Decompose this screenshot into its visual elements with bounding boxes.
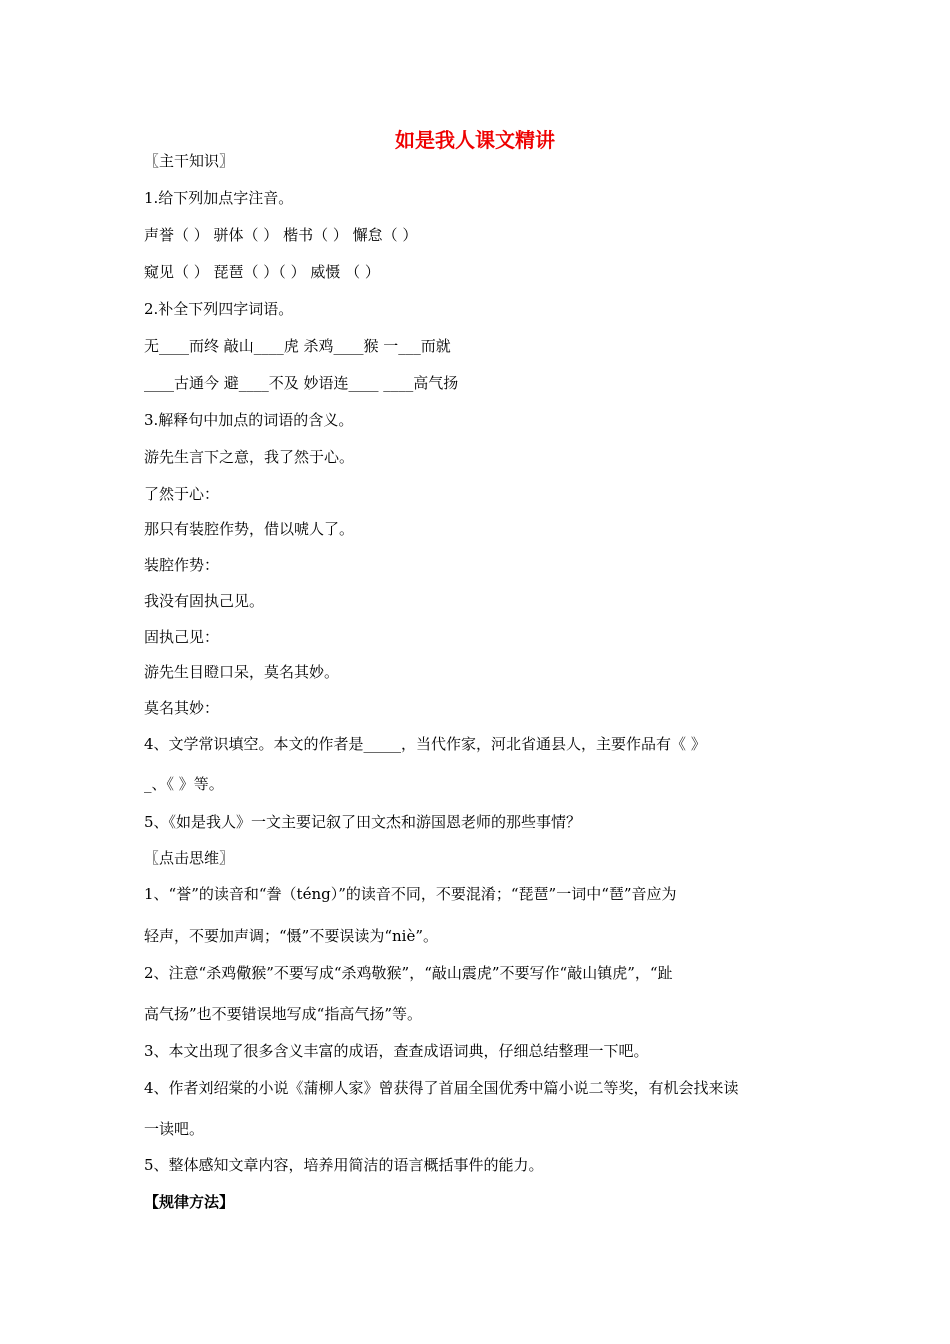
- question-3-answer-2: 装腔作势：: [144, 556, 220, 574]
- section-heading-method: 【规律方法】: [144, 1193, 235, 1211]
- tip-1-line-2: 轻声，不要加声调；“慑”不要误读为“niè”。: [144, 927, 439, 945]
- tip-4-line-1: 4、作者刘绍棠的小说《蒲柳人家》曾获得了首届全国优秀中篇小说二等奖，有机会找来读: [144, 1079, 739, 1097]
- question-3-sentence-3: 我没有固执己见。: [144, 592, 265, 610]
- question-2-row-1: 无____而终 敲山____虎 杀鸡____猴 一___而就: [144, 337, 451, 355]
- tip-4-line-2: 一读吧。: [144, 1120, 205, 1138]
- section-heading-main: 〖主干知识〗: [144, 152, 235, 170]
- tip-3: 3、本文出现了很多含义丰富的成语，查查成语词典，仔细总结整理一下吧。: [144, 1042, 649, 1060]
- question-4-line-1: 4、文学常识填空。本文的作者是_____，当代作家，河北省通县人，主要作品有《 》: [144, 735, 706, 753]
- tip-5: 5、整体感知文章内容，培养用简洁的语言概括事件的能力。: [144, 1156, 544, 1174]
- question-3-sentence-4: 游先生目瞪口呆，莫名其妙。: [144, 663, 340, 681]
- question-3-sentence-1: 游先生言下之意，我了然于心。: [144, 448, 355, 466]
- question-3: 3.解释句中加点的词语的含义。: [144, 411, 354, 429]
- page-title: 如是我人课文精讲: [395, 128, 555, 152]
- question-1: 1.给下列加点字注音。: [144, 189, 294, 207]
- question-2-row-2: ____古通今 避____不及 妙语连____ ____高气扬: [144, 374, 459, 392]
- question-1-row-2: 窥见（ ） 琵琶（ ）（ ） 威慑 （ ）: [144, 263, 380, 281]
- question-3-answer-4: 莫名其妙：: [144, 699, 220, 717]
- tip-1-line-1: 1、“誉”的读音和“誊（téng）”的读音不同，不要混淆；“琵琶”一词中“琶”音应为: [144, 885, 677, 903]
- question-3-sentence-2: 那只有装腔作势，借以唬人了。: [144, 520, 355, 538]
- question-3-answer-1: 了然于心：: [144, 485, 220, 503]
- section-heading-tips: 〖点击思维〗: [144, 849, 235, 867]
- question-3-answer-3: 固执己见：: [144, 628, 220, 646]
- question-1-row-1: 声誉（ ） 骈体（ ） 楷书（ ） 懈怠（ ）: [144, 226, 418, 244]
- question-4-line-2: _、《 》等。: [144, 775, 224, 793]
- question-5: 5、《如是我人》一文主要记叙了田文杰和游国恩老师的那些事情？: [144, 813, 582, 831]
- question-2: 2.补全下列四字词语。: [144, 300, 294, 318]
- tip-2-line-1: 2、注意“杀鸡儆猴”不要写成“杀鸡敬猴”，“敲山震虎”不要写作“敲山镇虎”，“趾: [144, 964, 673, 982]
- tip-2-line-2: 高气扬”也不要错误地写成“指高气扬”等。: [144, 1005, 423, 1023]
